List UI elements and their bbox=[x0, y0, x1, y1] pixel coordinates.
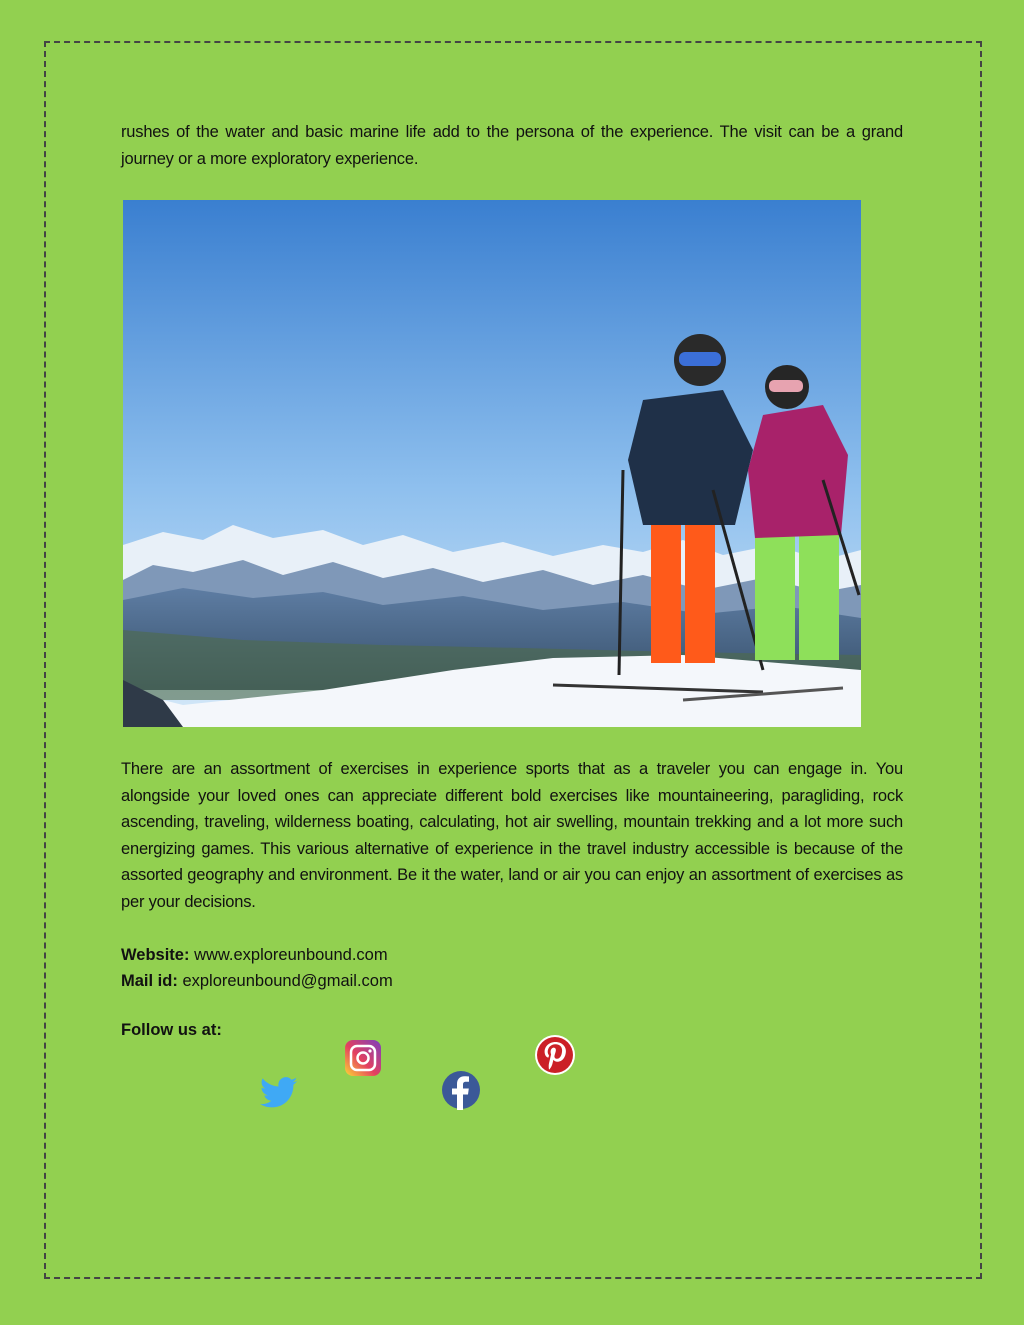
instagram-icon[interactable] bbox=[344, 1039, 382, 1077]
body-paragraph: There are an assortment of exercises in experience sports that as a traveler you can engage in. You alongside your loved ones can appreciate different bold exercises like mountaineering, paragliding, rock ascending, traveling, wilderness boating, calculating, hot air swelling, mountain trekking and a lot more such energizing games. This various alternative of experience in the travel industry accessible is because of the assorted geography and environment. Be it the water, land or air you can enjoy an assortment of exercises as per your decisions. bbox=[121, 760, 903, 911]
mail-link[interactable]: exploreunbound@gmail.com bbox=[182, 972, 393, 990]
facebook-icon[interactable] bbox=[441, 1070, 481, 1110]
website-line bbox=[121, 942, 388, 968]
twitter-icon[interactable] bbox=[260, 1076, 298, 1110]
pinterest-icon[interactable] bbox=[534, 1034, 576, 1076]
mail-line bbox=[121, 968, 393, 994]
website-label: Website: bbox=[121, 946, 190, 964]
intro-paragraph: rushes of the water and basic marine life add to the persona of the experience. The visit can be a grand journey or a more exploratory experience. bbox=[121, 123, 903, 168]
skiers-photo bbox=[123, 200, 861, 727]
website-link[interactable]: www.exploreunbound.com bbox=[194, 946, 388, 964]
follow-label: Follow us at: bbox=[121, 1021, 222, 1039]
mail-label: Mail id: bbox=[121, 972, 178, 990]
